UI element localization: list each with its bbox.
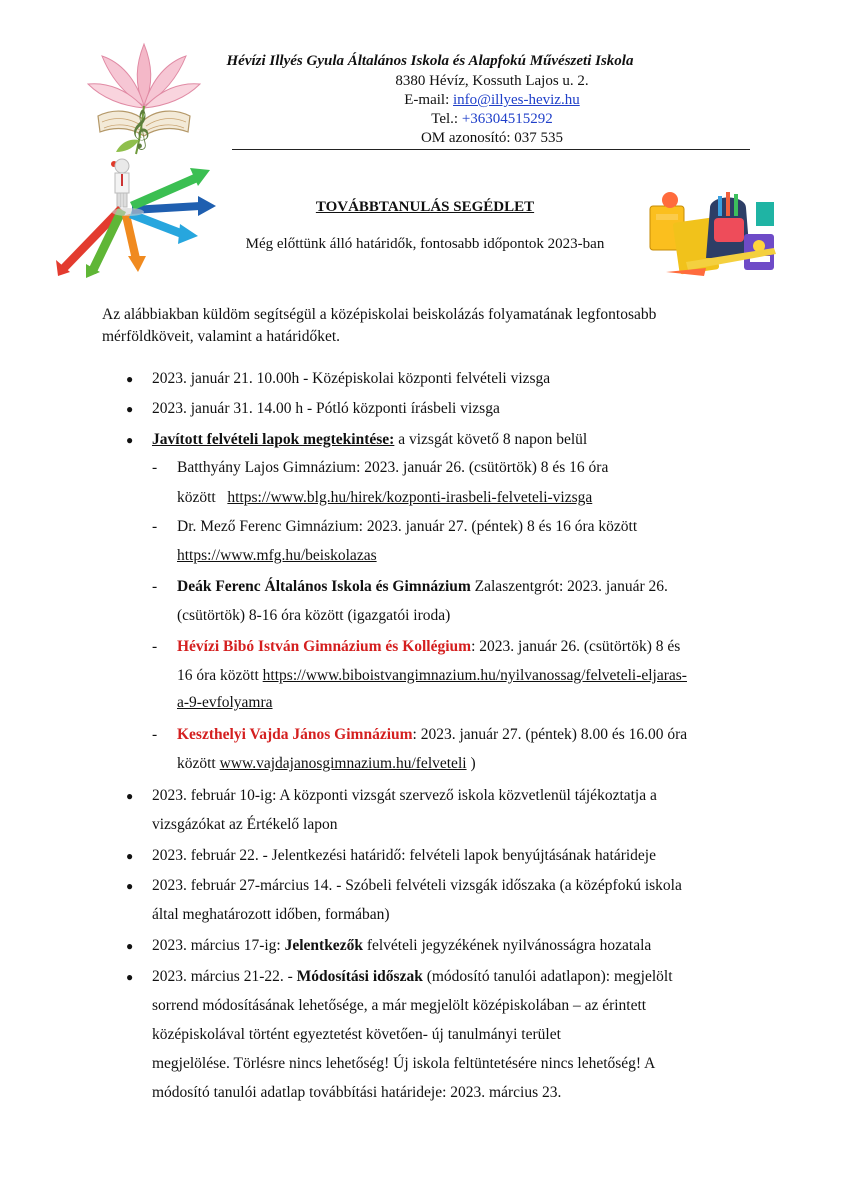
deak-school-date: Zalaszentgrót: 2023. január 26. — [470, 578, 668, 595]
applicants-rest: felvételi jegyzékének nyilvánosságra hozatala — [362, 937, 652, 954]
bullet-icon: ● — [126, 879, 134, 893]
bullet-icon: ● — [126, 372, 134, 386]
page-subtitle: Még előttünk álló határidők, fontosabb időpontok 2023-ban — [245, 236, 605, 252]
list-item-continued: középiskolával történt egyeztetést követően- új tanulmányi terület — [152, 1026, 561, 1043]
modification-rest: (módosító tanulói adatlapon): megjelölt — [422, 968, 673, 985]
sub-item-line — [177, 485, 592, 511]
dash-icon: - — [152, 726, 158, 743]
list-item-continued: sorrend módosításának lehetősége, a már megjelölt középiskolában – az érintett — [152, 997, 647, 1014]
vajda-school-name: Keszthelyi Vajda János Gimnázium — [177, 726, 413, 743]
dash-icon: - — [152, 578, 158, 595]
bullet-icon: ● — [126, 789, 134, 803]
review-text: a vizsgát követő 8 napon belül — [394, 431, 588, 448]
vajda-link[interactable]: www.vajdajanosgimnazium.hu/felveteli — [219, 755, 467, 772]
list-item: 2023. február 22. - Jelentkezési határidő: felvételi lapok benyújtásának határideje — [152, 847, 656, 864]
bullet-icon: ● — [126, 402, 134, 416]
between-text: között — [177, 755, 220, 772]
bibo-school-date: : 2023. január 26. (csütörtök) 8 és — [471, 638, 681, 655]
sub-item-line — [177, 634, 680, 660]
vajda-school-date: : 2023. január 27. (péntek) 8.00 és 16.00 óra — [412, 726, 688, 743]
mfg-link[interactable]: https://www.mfg.hu/beiskolazas — [177, 547, 377, 564]
list-item — [152, 964, 673, 990]
sub-item-line: Batthyány Lajos Gimnázium: 2023. január 26. (csütörtök) 8 és 16 óra — [177, 459, 609, 476]
between-text: között — [177, 489, 220, 506]
bullet-icon: ● — [126, 970, 134, 984]
arrows-illustration — [52, 152, 227, 282]
dash-icon: - — [152, 459, 158, 476]
list-item-continued: vizsgázókat az Értékelő lapon — [152, 816, 338, 833]
email-label: E-mail: — [404, 92, 454, 108]
bibo-link-part2[interactable]: a-9-evfolyamra — [177, 694, 273, 711]
list-item: 2023. február 27-március 14. - Szóbeli felvételi vizsgák időszaka (a középfokú iskola — [152, 877, 682, 894]
deak-school-name: Deák Ferenc Általános Iskola és Gimnázium — [177, 578, 471, 595]
address-city: 8380 Hévíz — [395, 73, 465, 89]
intro-line-2: mérföldköveit, valamint a határidőket. — [102, 328, 341, 345]
bullet-icon: ● — [126, 849, 134, 863]
bullet-icon: ● — [126, 433, 134, 447]
bibo-link-part1[interactable]: https://www.biboistvangimnazium.hu/nyilvanossag/felveteli-eljaras- — [262, 667, 687, 684]
svg-text:𝄞: 𝄞 — [130, 109, 151, 149]
sub-item-line: (csütörtök) 8-16 óra között (igazgatói iroda) — [177, 607, 451, 624]
applicants-bold: Jelentkezők — [284, 937, 363, 954]
sub-item-line — [177, 722, 687, 748]
list-item: 2023. február 10-ig: A központi vizsgát szervező iskola közvetlenül tájékoztatja a — [152, 787, 657, 804]
sub-item-line — [177, 690, 273, 716]
bibo-school-name: Hévízi Bibó István Gimnázium és Kollégium — [177, 638, 472, 655]
sub-item-line — [177, 663, 687, 689]
blg-link[interactable]: https://www.blg.hu/hirek/kozponti-irasbeli-felveteli-vizsga — [227, 489, 593, 506]
dash-icon: - — [152, 518, 158, 535]
phone-line — [232, 110, 752, 129]
om-id: OM azonosító: 037 535 — [420, 130, 564, 146]
list-item: 2023. január 31. 14.00 h - Pótló központi írásbeli vizsga — [152, 400, 500, 417]
list-item-continued: módosító tanulói adatlap továbbítási határideje: 2023. március 23. — [152, 1084, 562, 1101]
sub-item-line — [177, 543, 377, 569]
review-heading: Javított felvételi lapok megtekintése: — [152, 431, 395, 448]
header-divider — [232, 149, 750, 150]
phone-label: Tel.: — [431, 111, 462, 127]
applicants-date: 2023. március 17-ig: — [152, 937, 285, 954]
school-supplies-illustration — [646, 188, 782, 280]
phone-number: +36304515292 — [461, 111, 553, 127]
school-address — [232, 72, 752, 91]
list-item — [152, 427, 587, 453]
list-item — [152, 933, 651, 959]
page-title: TOVÁBBTANULÁS SEGÉDLET — [315, 199, 535, 215]
list-item-continued: által meghatározott időben, formában) — [152, 906, 390, 923]
email-line — [232, 91, 752, 110]
intro-line-1: Az alábbiakban küldöm segítségül a középiskolai beiskolázás folyamatának legfontosabb — [102, 306, 657, 323]
bullet-icon: ● — [126, 939, 134, 953]
email-link[interactable]: info@illyes-heviz.hu — [453, 92, 580, 108]
modification-bold: Módosítási időszak — [296, 968, 423, 985]
address-street: Kossuth Lajos u. 2. — [468, 73, 589, 89]
school-logo — [84, 34, 204, 156]
bibo-time: 16 óra között — [177, 667, 263, 684]
list-item: 2023. január 21. 10.00h - Középiskolai központi felvételi vizsga — [152, 370, 551, 387]
address-comma: , — [464, 73, 469, 89]
dash-icon: - — [152, 638, 158, 655]
sub-item-line — [177, 751, 476, 777]
list-item-continued: megjelölése. Törlésre nincs lehetőség! Új iskola feltüntetésére nincs lehetőség! A — [152, 1055, 656, 1072]
sub-item-line: Dr. Mező Ferenc Gimnázium: 2023. január 27. (péntek) 8 és 16 óra között — [177, 518, 638, 535]
school-name: Hévízi Illyés Gyula Általános Iskola és Alapfokú Művészeti Iskola — [226, 53, 634, 69]
closing-paren: ) — [466, 755, 476, 772]
modification-date: 2023. március 21-22. - — [152, 968, 297, 985]
sub-item-line — [177, 574, 668, 600]
